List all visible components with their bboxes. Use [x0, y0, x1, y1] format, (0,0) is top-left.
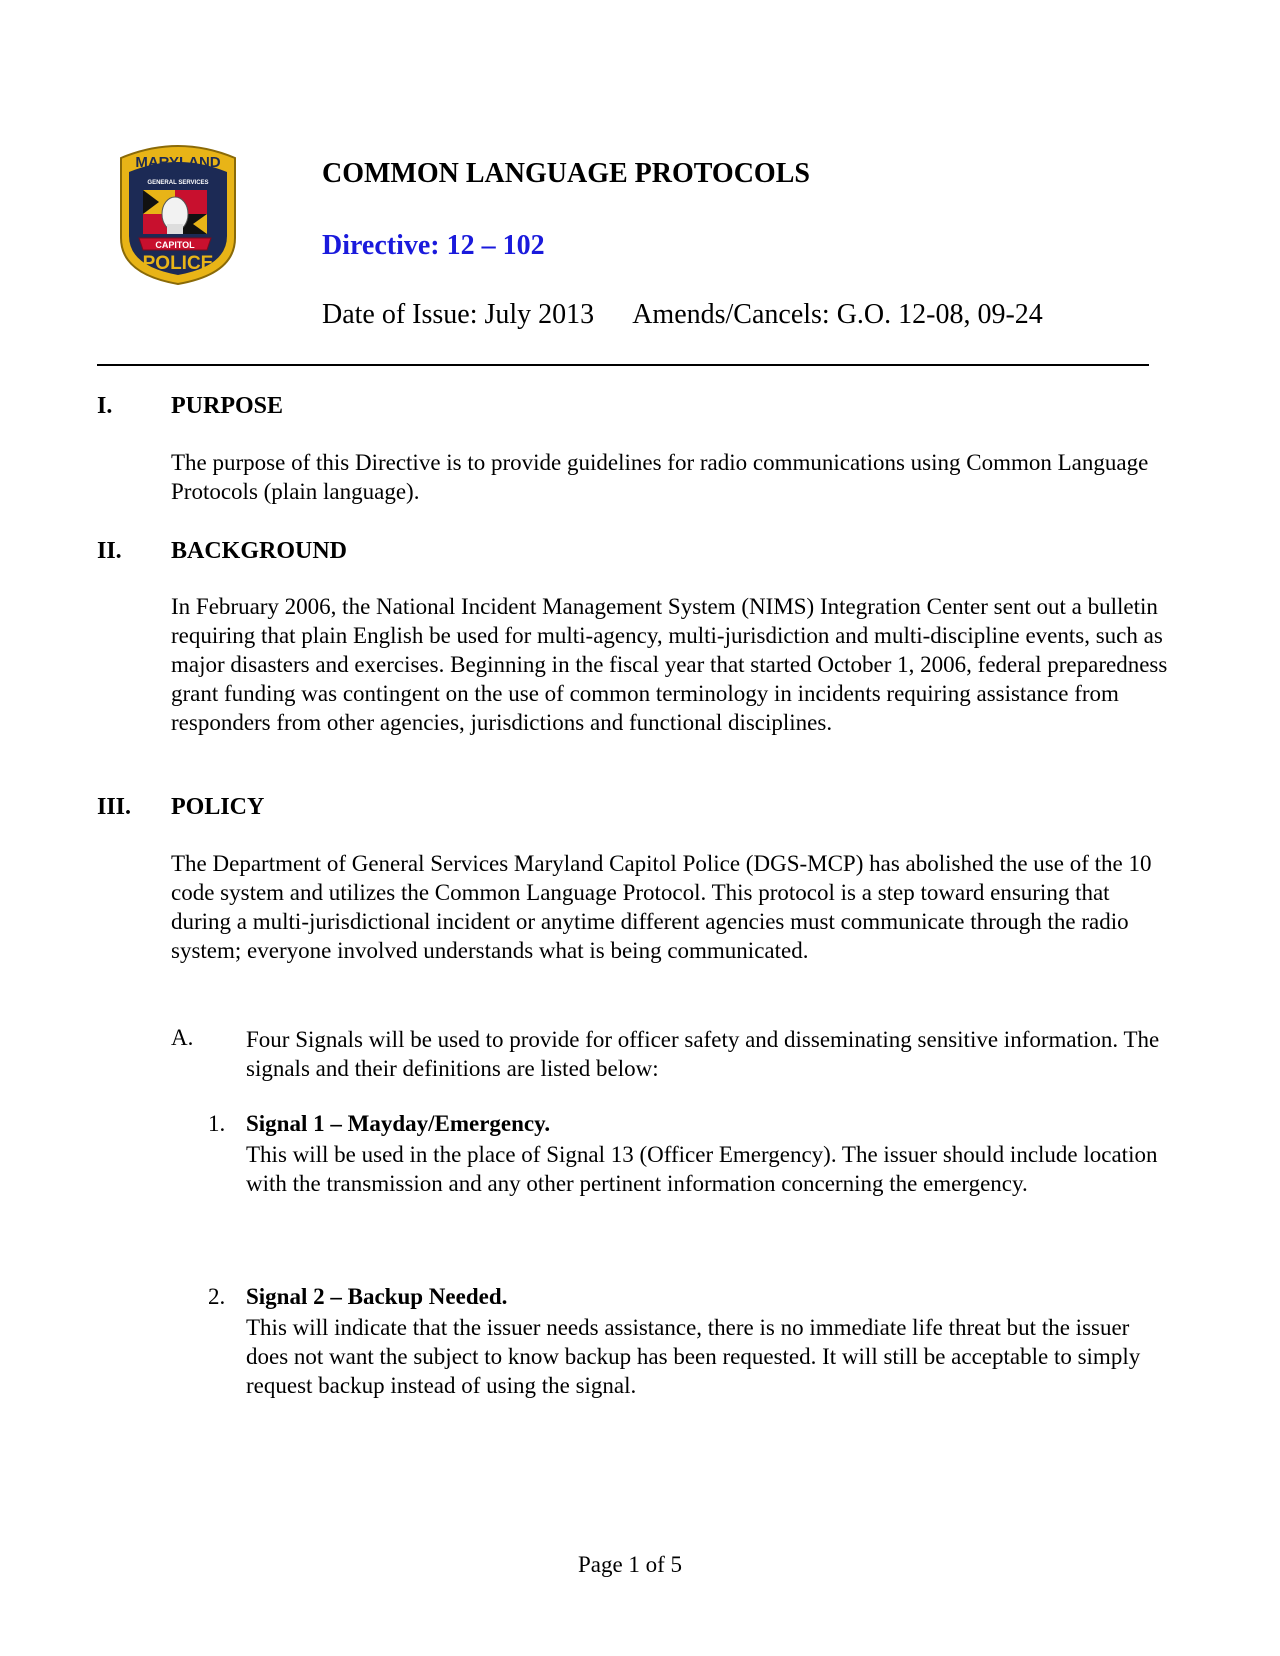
signal-2-text: This will indicate that the issuer needs assistance, there is no immediate life threat but the issuer does not want the subject to know backup has been requested. It will still be acceptable to simply request backup instead of using the signal. [246, 1315, 1141, 1398]
signal-2-heading: Signal 2 – Backup Needed. [246, 1284, 508, 1309]
date-of-issue: Date of Issue: July 2013 [322, 299, 595, 330]
list-item-number: 2. [208, 1284, 226, 1309]
section-number-background: II. [97, 538, 122, 564]
badge-top-text: MARYLAND [135, 154, 221, 171]
section-number-policy: III. [97, 794, 132, 820]
header-divider [97, 364, 1149, 366]
issue-line [322, 299, 1043, 331]
maryland-capitol-police-badge-logo [113, 138, 243, 286]
list-item-number: 1. [208, 1111, 226, 1136]
background-paragraph: In February 2006, the National Incident Management System (NIMS) Integration Center sent out a bulletin requiring that plain English be used for multi-agency, multi-jurisdiction and multi-discipline events, such as major disasters and exercises. Beginning in the fiscal year that started October 1, 2006, federal preparedness grant funding was contingent on the use of common terminology in incidents requiring assistance from responders from other agencies, jurisdictions and functional disciplines. [171, 594, 1168, 735]
badge-middle-text: GENERAL SERVICES [147, 180, 209, 186]
section-heading-purpose: PURPOSE [171, 393, 284, 419]
purpose-paragraph: The purpose of this Directive is to provide guidelines for radio communications using Common Language Protocols (plain language). [171, 450, 1149, 504]
policy-paragraph: The Department of General Services Maryland Capitol Police (DGS-MCP) has abolished the use of the 10 code system and utilizes the Common Language Protocol. This protocol is a step toward ensuring that during a multi-jurisdictional incident or anytime different agencies must communicate through the radio system; everyone involved understands what is being communicated. [171, 851, 1152, 963]
signal-1-text: This will be used in the place of Signal 13 (Officer Emergency). The issuer should include location with the transmission and any other pertinent information concerning the emergency. [246, 1142, 1158, 1196]
signal-1-heading: Signal 1 – Mayday/Emergency. [246, 1111, 551, 1136]
page-number: Page 1 of 5 [577, 1552, 683, 1577]
section-number-purpose: I. [97, 393, 113, 419]
directive-number: Directive: 12 – 102 [322, 230, 545, 261]
subsection-a-paragraph: Four Signals will be used to provide for officer safety and disseminating sensitive information. The signals and their definitions are listed below: [246, 1027, 1160, 1081]
badge-ribbon-text: CAPITOL [155, 240, 195, 250]
section-heading-background: BACKGROUND [171, 538, 348, 564]
badge-bottom-text: POLICE [142, 253, 214, 274]
section-heading-policy: POLICY [171, 794, 265, 820]
subsection-label-a: A. [171, 1025, 194, 1050]
document-title: COMMON LANGUAGE PROTOCOLS [322, 158, 810, 189]
amends-cancels: Amends/Cancels: G.O. 12-08, 09-24 [632, 299, 1043, 330]
